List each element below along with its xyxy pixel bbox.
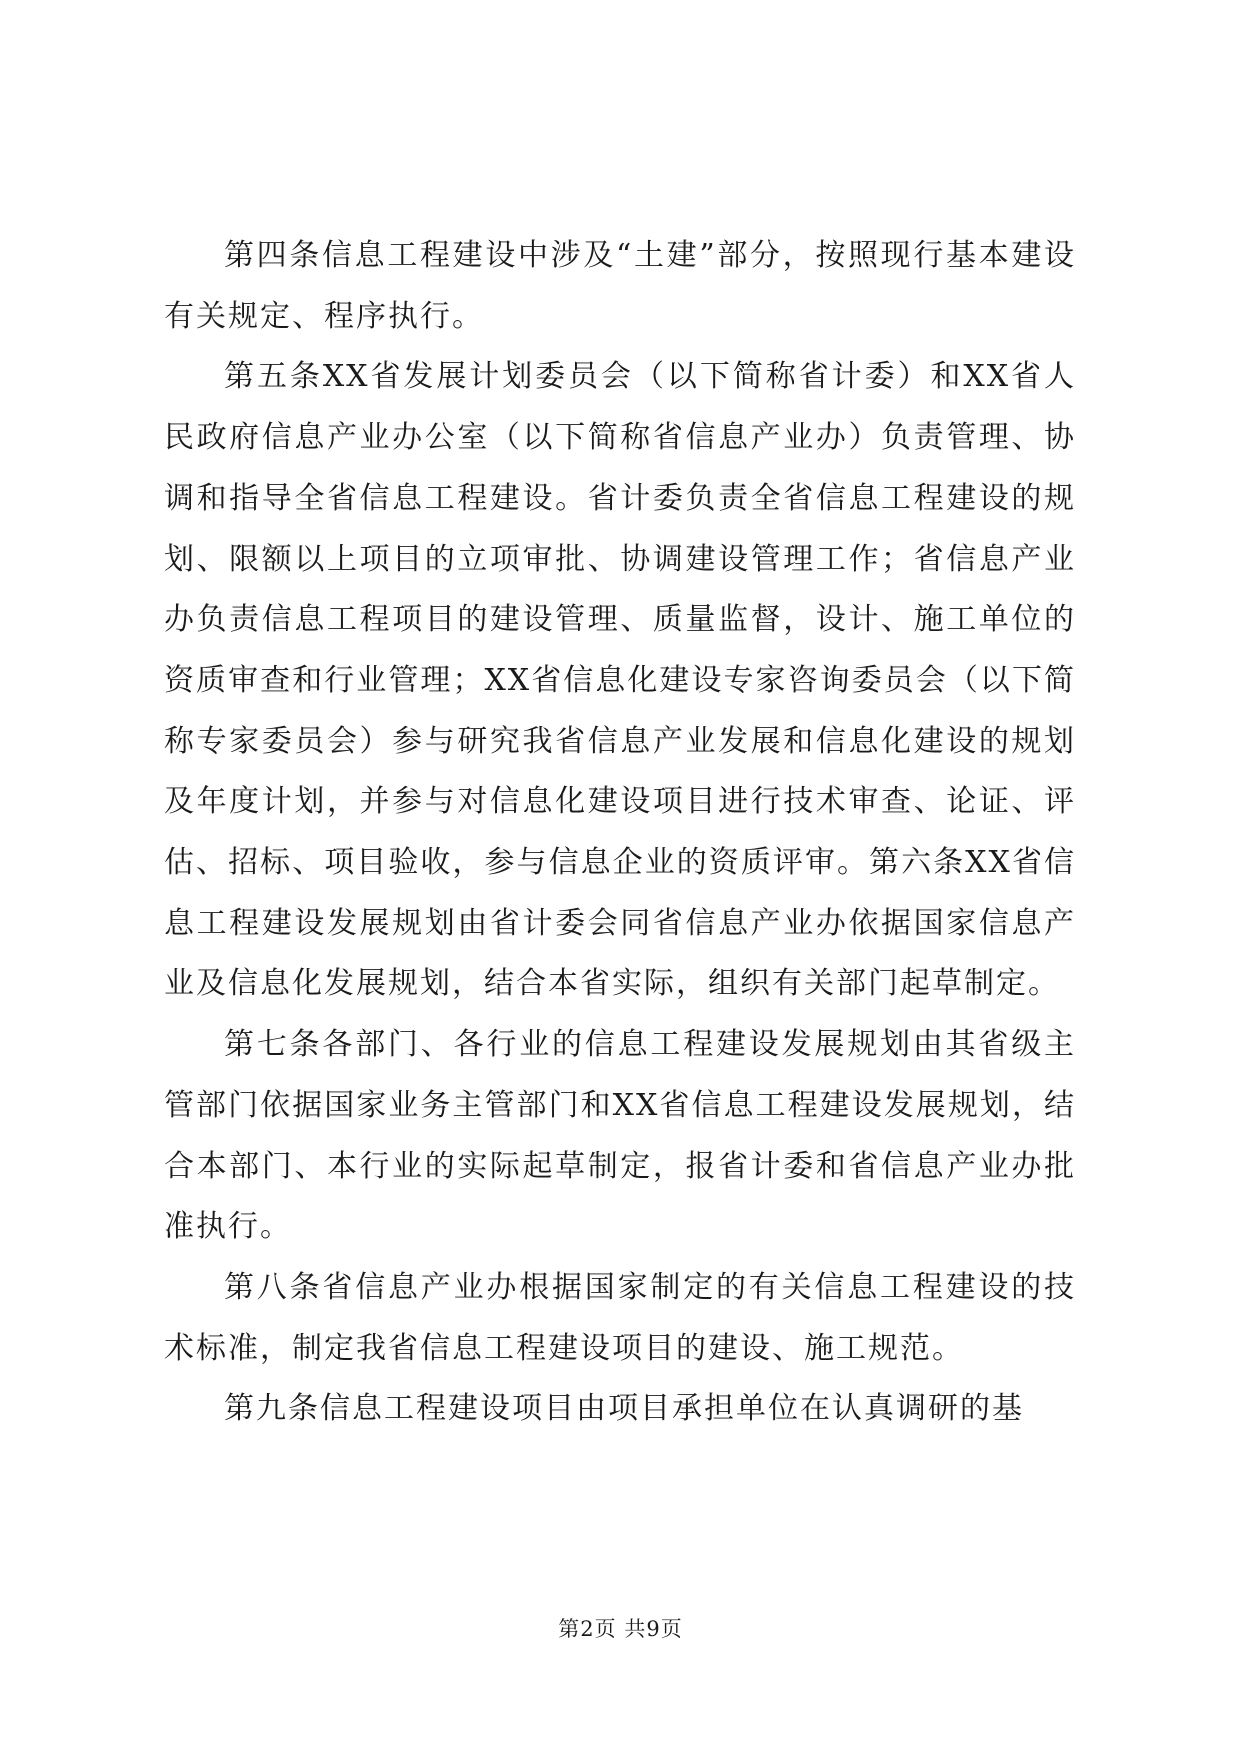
paragraph-article-7: 第七条各部门、各行业的信息工程建设发展规划由其省级主管部门依据国家业务主管部门和XX省信息工程建设发展规划，结合本部门、本行业的实际起草制定，报省计委和省信息产业办批准执行。 <box>164 1027 1076 1245</box>
document-body <box>164 226 1076 1440</box>
paragraph-article-8: 第八条省信息产业办根据国家制定的有关信息工程建设的技术标准，制定我省信息工程建设项目的建设、施工规范。 <box>164 1269 1076 1366</box>
paragraph-article-4: 第四条信息工程建设中涉及“土建”部分，按照现行基本建设有关规定、程序执行。 <box>164 238 1076 334</box>
paragraph-article-9: 第九条信息工程建设项目由项目承担单位在认真调研的基 <box>224 1391 1024 1427</box>
paragraph-article-5-6: 第五条XX省发展计划委员会（以下简称省计委）和XX省人民政府信息产业办公室（以下简称省信息产业办）负责管理、协调和指导全省信息工程建设。省计委负责全省信息工程建设的规划、限额以上项目的立项审批、协调建设管理工作；省信息产业办负责信息工程项目的建设管理、质量监督，设计、施工单位的资质审查和行业管理；XX省信息化建设专家咨询委员会（以下简称专家委员会）参与研究我省信息产业发展和信息化建设的规划及年度计划，并参与对信息化建设项目进行技术审查、论证、评估、招标、项目验收，参与信息企业的资质评审。第六条XX省信息工程建设发展规划由省计委会同省信息产业办依据国家信息产业及信息化发展规划，结合本省实际，组织有关部门起草制定。 <box>164 359 1076 1002</box>
page-number-footer: 第2页 共9页 <box>558 1617 683 1641</box>
